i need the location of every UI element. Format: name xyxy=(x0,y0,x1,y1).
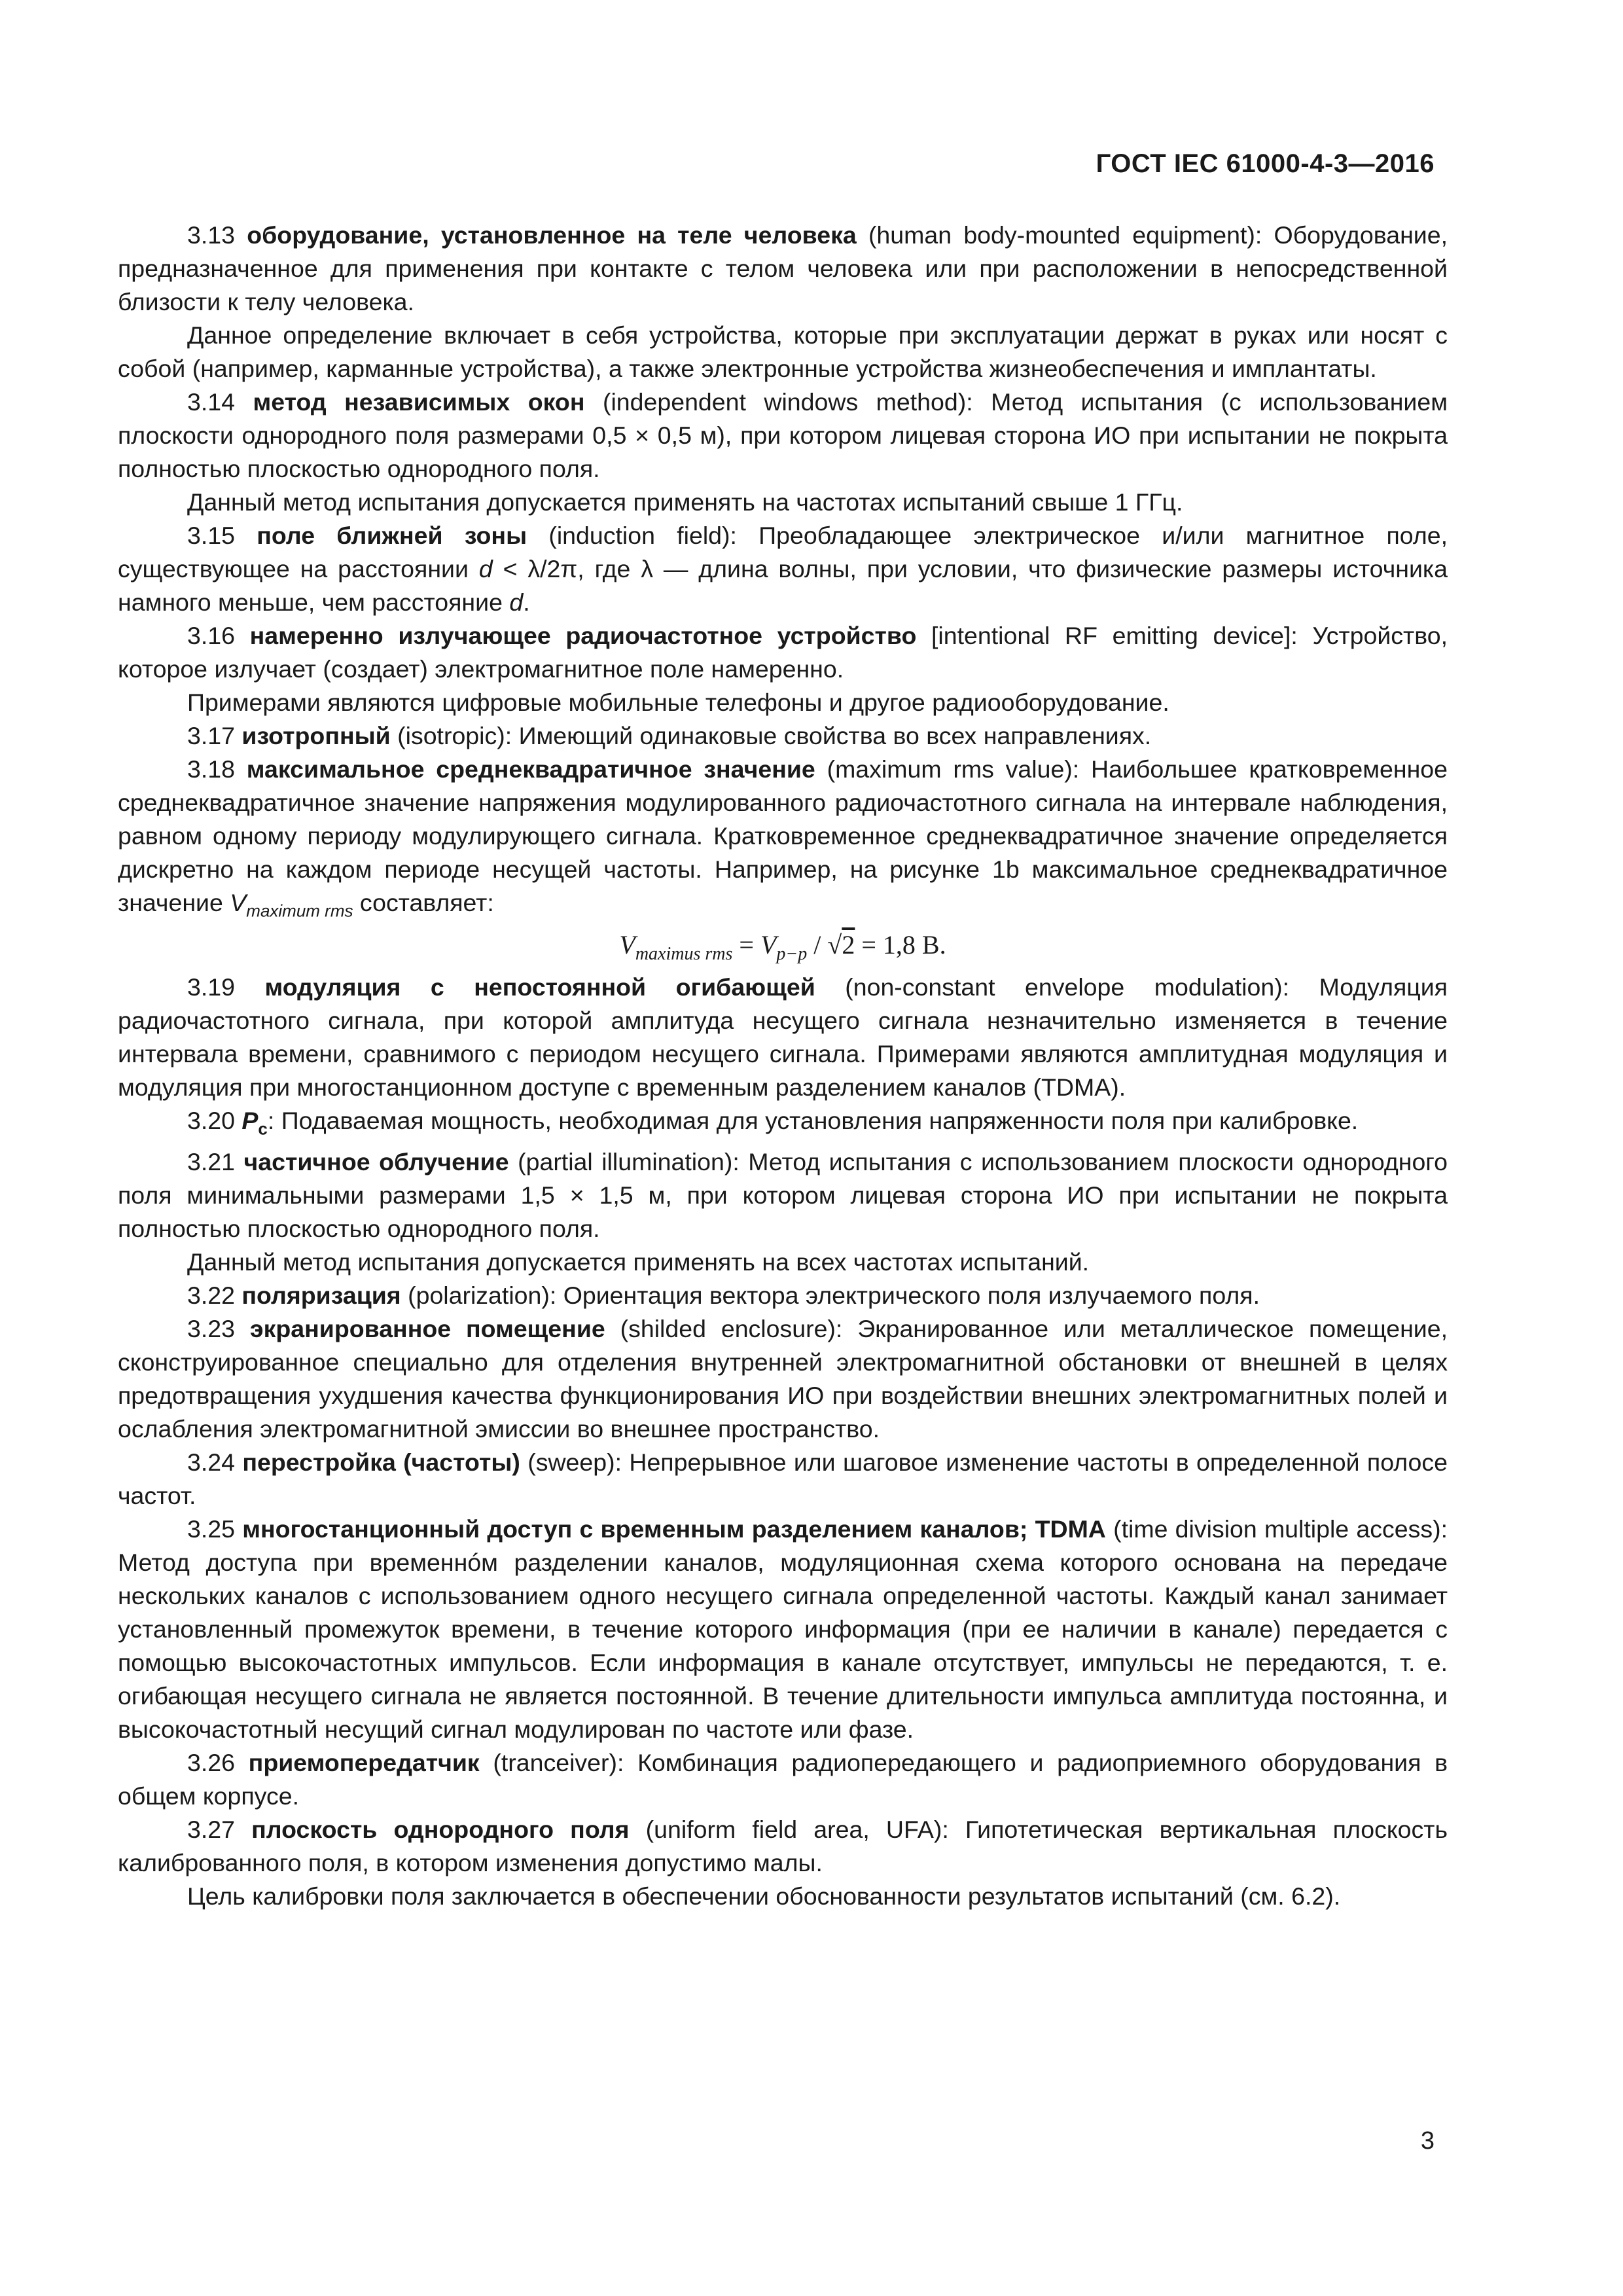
definition-text: (human body-mounted equipment): Оборудование, предназначенное для применения при контакте с телом человека или при расположении в непосредственной близости к телу человека. xyxy=(118,221,1448,315)
symbol-v-max-rms xyxy=(230,889,353,921)
page-number: 3 xyxy=(1420,2127,1435,2155)
symbol-pc xyxy=(241,1106,268,1138)
clause-number: 3.27 xyxy=(187,1816,252,1843)
definition-text: [intentional RF emitting device]: Устройство, которое излучает (создает) электромагнитное поле намеренно. xyxy=(118,622,1448,683)
term: метод независимых окон xyxy=(253,388,585,416)
clause-number: 3.15 xyxy=(187,522,257,549)
definition-3-22 xyxy=(118,1279,1448,1312)
formula-lhs-subscript: maximus rms xyxy=(635,943,733,964)
document-body xyxy=(118,219,1448,1913)
document-header: ГОСТ IEC 61000-4-3—2016 xyxy=(1096,149,1435,178)
formula-lhs: V xyxy=(619,929,635,960)
clause-number: 3.18 xyxy=(187,755,247,783)
formula-equals: = xyxy=(732,929,760,960)
formula-rhs: V xyxy=(760,929,777,960)
term: оборудование, установленное на теле человека xyxy=(247,221,857,249)
clause-number: 3.17 xyxy=(187,722,242,749)
definition-3-25 xyxy=(118,1513,1448,1746)
clause-number: 3.20 xyxy=(187,1106,242,1134)
definition-text: (induction field): Преобладающее электрическое и/или магнитное поле, существующее на расстоянии xyxy=(118,522,1448,583)
definition-text: (sweep): Непрерывное или шаговое изменение частоты в определенной полосе частот. xyxy=(118,1448,1448,1509)
note-3-21: Данный метод испытания допускается применять на всех частотах испытаний. xyxy=(187,1248,1090,1276)
clause-number: 3.16 xyxy=(187,622,250,649)
formula xyxy=(118,928,1448,971)
term: поле ближней зоны xyxy=(257,522,527,549)
clause-number: 3.21 xyxy=(187,1148,244,1175)
formula-divide-sqrt: / √ xyxy=(807,929,842,960)
term: максимальное среднеквадратичное значение xyxy=(246,755,815,783)
variable-d: d xyxy=(478,555,493,583)
clause-number: 3.23 xyxy=(187,1315,250,1342)
definition-text: : Подаваемая мощность, необходимая для установления напряженности поля при калибровке. xyxy=(267,1106,1359,1134)
symbol-p: P xyxy=(241,1106,259,1134)
definition-3-27 xyxy=(118,1813,1448,1880)
definition-3-19 xyxy=(118,971,1448,1104)
term: плоскость однородного поля xyxy=(251,1816,630,1843)
term: поляризация xyxy=(241,1282,401,1309)
definition-text: (partial illumination): Метод испытания с использованием плоскости однородного поля минимальными размерами 1,5 × 1,5 м, при котором лицевая сторона ИО при испытании не покрыта полностью плоскостью однородного поля. xyxy=(118,1148,1448,1242)
clause-number: 3.26 xyxy=(187,1749,249,1776)
definition-3-16 xyxy=(118,619,1448,686)
term: изотропный xyxy=(241,722,391,749)
definition-3-18 xyxy=(118,753,1448,928)
term: намеренно излучающее радиочастотное устройство xyxy=(249,622,917,649)
definition-3-21 xyxy=(118,1145,1448,1246)
definition-text: (polarization): Ориентация вектора электрического поля излучаемого поля. xyxy=(401,1282,1260,1309)
definition-3-26 xyxy=(118,1746,1448,1813)
definition-3-13 xyxy=(118,219,1448,319)
definition-text: (maximum rms value): Наибольшее кратковременное среднеквадратичное значение напряжения модулированного радиочастотного сигнала на интервале наблюдения, равном одному периоду модулирующего сигнала. Кратковременное среднеквадратичное значение определяется дискретно на каждом периоде несущей частоты. Например, на рисунке 1b максимальное среднеквадратичное значение xyxy=(118,755,1448,916)
symbol-v: V xyxy=(230,889,247,916)
definition-3-15 xyxy=(118,519,1448,619)
definition-3-14 xyxy=(118,386,1448,486)
definition-text: (isotropic): Имеющий одинаковые свойства во всех направлениях. xyxy=(390,722,1152,749)
note-3-14: Данный метод испытания допускается применять на частотах испытаний свыше 1 ГГц. xyxy=(187,488,1183,516)
definition-text: составляет: xyxy=(353,889,494,916)
note-3-13: Данное определение включает в себя устройства, которые при эксплуатации держат в руках или носят с собой (например, карманные устройства), а также электронные устройства жизнеобеспечения и имплантаты. xyxy=(118,321,1448,382)
term: перестройка (частоты) xyxy=(242,1448,520,1476)
term: экранированное помещение xyxy=(249,1315,605,1342)
variable-d: d xyxy=(509,588,524,616)
term: многостанционный доступ с временным разделением каналов; TDMA xyxy=(242,1515,1106,1543)
clause-number: 3.24 xyxy=(187,1448,243,1476)
note-3-16: Примерами являются цифровые мобильные телефоны и другое радиооборудование. xyxy=(187,689,1169,716)
definition-text: (independent windows method): Метод испытания (с использованием плоскости однородного поля размерами 0,5 × 0,5 м), при котором лицевая сторона ИО при испытании не покрыта полностью плоскостью однородного поля. xyxy=(118,388,1448,482)
definition-3-24 xyxy=(118,1446,1448,1513)
definition-text: . xyxy=(523,588,530,616)
note-3-27: Цель калибровки поля заключается в обеспечении обоснованности результатов испытаний (см. 6.2). xyxy=(187,1882,1341,1910)
definition-text: (uniform field area, UFA): Гипотетическая вертикальная плоскость калиброванного поля, в котором изменения допустимо малы. xyxy=(118,1816,1448,1876)
clause-number: 3.25 xyxy=(187,1515,243,1543)
definition-text: (non-constant envelope modulation): Модуляция радиочастотного сигнала, при которой амплитуда несущего сигнала незначительно изменяется в течение интервала времени, сравнимого с периодом несущего сигнала. Примерами являются амплитудная модуляция и модуляция при многостанционном доступе с временным разделением каналов (TDMA). xyxy=(118,973,1448,1101)
definition-text: < λ/2π, где λ — длина волны, при условии, что физические размеры источника намного меньше, чем расстояние xyxy=(118,555,1448,616)
clause-number: 3.13 xyxy=(187,221,247,249)
clause-number: 3.14 xyxy=(187,388,253,416)
definition-text: (tranceiver): Комбинация радиопередающего и радиоприемного оборудования в общем корпусе. xyxy=(118,1749,1448,1810)
term: приемопередатчик xyxy=(248,1749,480,1776)
term: модуляция с непостоянной огибающей xyxy=(264,973,815,1001)
definition-text: (shilded enclosure): Экранированное или металлическое помещение, сконструированное специально для отделения внутренней электромагнитной обстановки от внешней в целях предотвращения ухудшения качества функционирования ИО при воздействии внешних электромагнитных полей и ослабления электромагнитной эмиссии во внешнее пространство. xyxy=(118,1315,1448,1443)
definition-3-17 xyxy=(118,719,1448,753)
formula-radicand: 2 xyxy=(842,929,855,960)
formula-rhs-subscript: p−p xyxy=(776,943,808,964)
clause-number: 3.22 xyxy=(187,1282,242,1309)
definition-3-20 xyxy=(118,1104,1448,1146)
term: частичное облучение xyxy=(243,1148,509,1175)
clause-number: 3.19 xyxy=(187,973,265,1001)
symbol-subscript: maximum rms xyxy=(246,901,353,921)
symbol-subscript: c xyxy=(258,1119,268,1138)
definition-text: (time division multiple access): Метод доступа при временнóм разделении каналов, модуляционная схема которого основана на передаче нескольких каналов с использованием одного несущего сигнала определенной частоты. Каждый канал занимает установленный промежуток времени, в течение которого информация (при ее наличии в канале) передается с помощью высокочастотных импульсов. Если информация в канале отсутствует, импульсы не передаются, т. е. огибающая несущего сигнала не является постоянной. В течение длительности импульса амплитуда постоянна, и высокочастотный несущий сигнал модулирован по частоте или фазе. xyxy=(118,1515,1448,1743)
formula-result: = 1,8 В. xyxy=(855,929,946,960)
definition-3-23 xyxy=(118,1312,1448,1446)
